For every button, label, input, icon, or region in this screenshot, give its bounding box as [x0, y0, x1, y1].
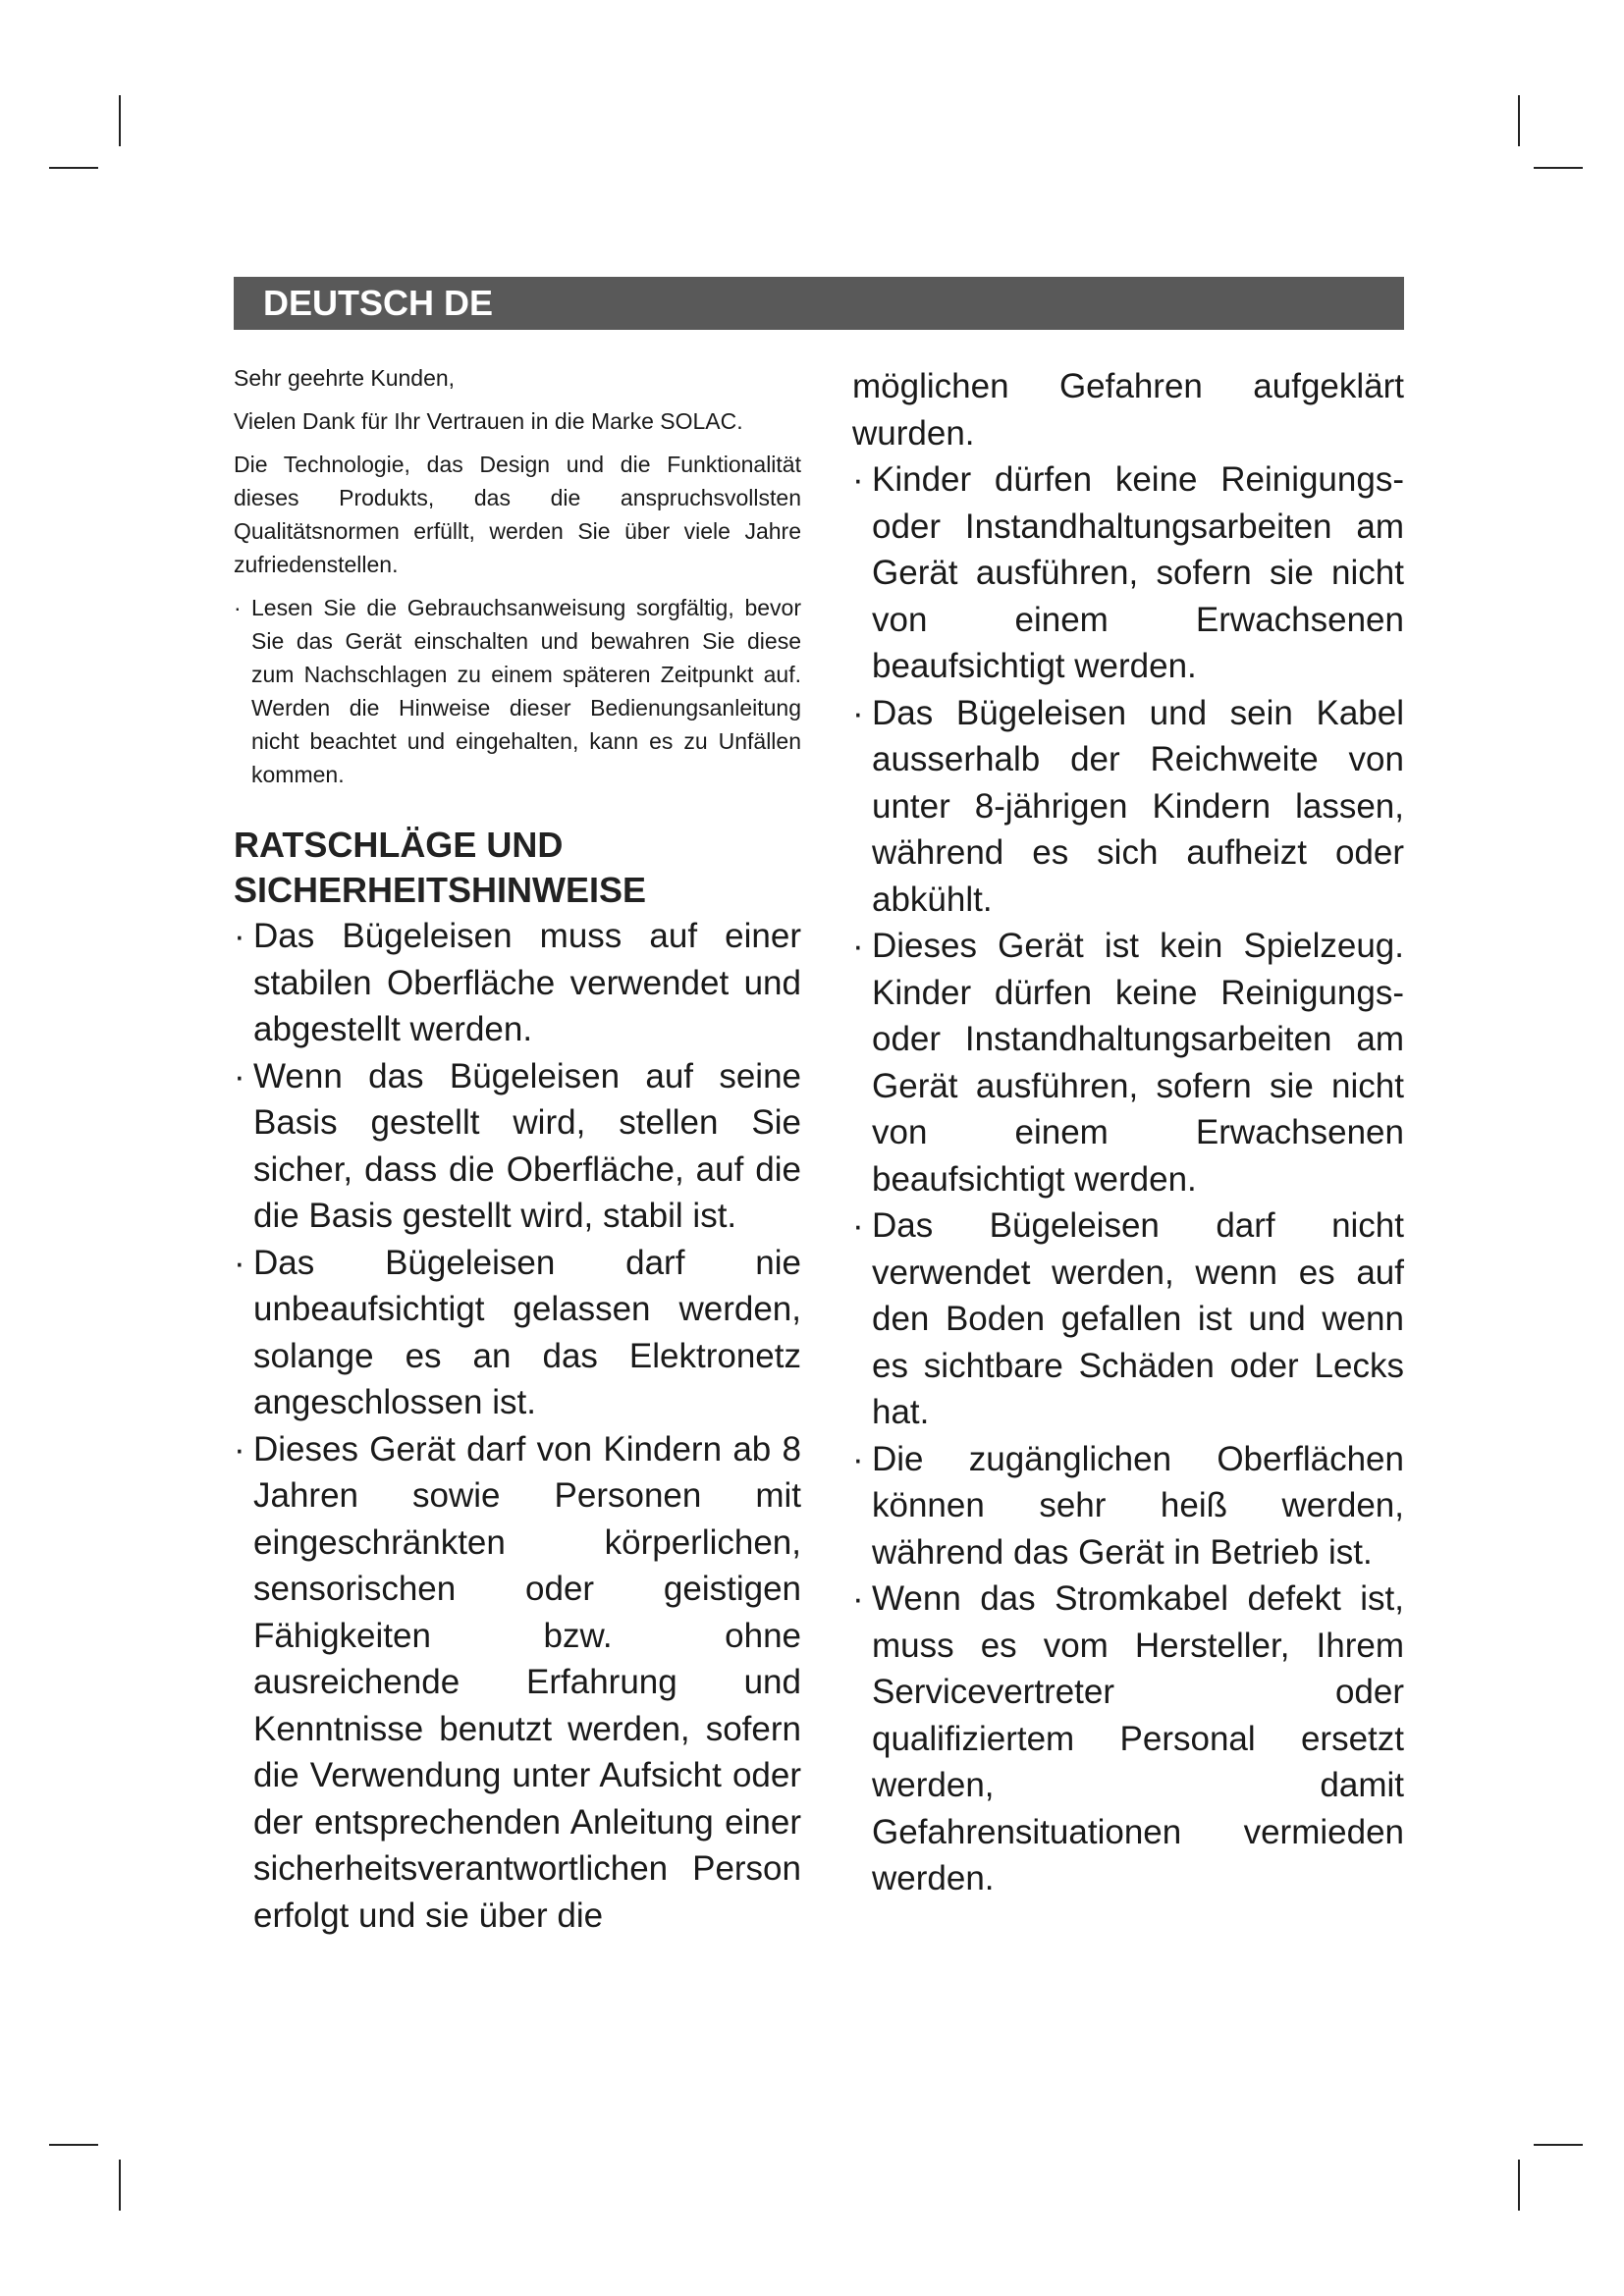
language-header	[234, 277, 1404, 330]
crop-mark-bottom-left-vertical	[119, 2160, 121, 2211]
safety-item: · Dieses Gerät ist kein Spielzeug. Kinder dürfen keine Reinigungs- oder Instandhaltungsarbeiten am Gerät ausführen, sofern sie nicht von einem Erwachsenen beaufsichtigt werden.	[852, 923, 1404, 1202]
section-title-line-1: RATSCHLÄGE UND	[234, 825, 564, 865]
section-title	[234, 823, 801, 913]
safety-item: · Wenn das Stromkabel defekt ist, muss es vom Hersteller, Ihrem Servicevertreter oder qualifiziertem Personal ersetzt werden, damit Gefahrensituationen vermieden werden.	[852, 1575, 1404, 1902]
greeting: Sehr geehrte Kunden,	[234, 365, 456, 391]
read-instructions-item: · Lesen Sie die Gebrauchsanweisung sorgfältig, bevor Sie das Gerät einschalten und bewahren Sie diese zum Nachschlagen zu einem späteren Zeitpunkt auf. Werden die Hinweise dieser Bedienungsanleitung nicht beachtet und eingehalten, kann es zu Unfällen kommen.	[234, 591, 801, 791]
thanks-paragraph: Vielen Dank für Ihr Vertrauen in die Marke SOLAC.	[234, 408, 743, 434]
crop-mark-top-right-horizontal	[1534, 167, 1583, 169]
crop-mark-top-left-horizontal	[49, 167, 98, 169]
section-title-line-2: SICHERHEITSHINWEISE	[234, 870, 647, 910]
crop-mark-top-right-vertical	[1518, 95, 1520, 146]
left-column	[234, 361, 801, 1939]
language-header-title: DEUTSCH DE	[263, 283, 494, 323]
safety-item: · Kinder dürfen keine Reinigungs- oder Instandhaltungsarbeiten am Gerät ausführen, sofern sie nicht von einem Erwachsenen beaufsichtigt werden.	[852, 456, 1404, 690]
safety-item: · Wenn das Bügeleisen auf seine Basis gestellt wird, stellen Sie sicher, dass die Oberfläche, auf die die Basis gestellt wird, stabil ist.	[234, 1053, 801, 1240]
safety-item: · Das Bügeleisen muss auf einer stabilen Oberfläche verwendet und abgestellt werden.	[234, 913, 801, 1053]
safety-item: · Die zugänglichen Oberflächen können sehr heiß werden, während das Gerät in Betrieb ist.	[852, 1436, 1404, 1576]
safety-item: · Das Bügeleisen darf nie unbeaufsichtigt gelassen werden, solange es an das Elektronetz angeschlossen ist.	[234, 1240, 801, 1426]
crop-mark-bottom-right-horizontal	[1534, 2144, 1583, 2146]
right-column	[852, 363, 1404, 1902]
intro-paragraph: Die Technologie, das Design und die Funktionalität dieses Produkts, das die anspruchsvollsten Qualitätsnormen erfüllt, werden Sie über viele Jahre zufriedenstellen.	[234, 452, 801, 577]
safety-item: · Das Bügeleisen und sein Kabel ausserhalb der Reichweite von unter 8-jährigen Kindern lassen, während es sich aufheizt oder abkühlt.	[852, 690, 1404, 924]
safety-item: · Das Bügeleisen darf nicht verwendet werden, wenn es auf den Boden gefallen ist und wenn es sichtbare Schäden oder Lecks hat.	[852, 1202, 1404, 1436]
crop-mark-bottom-right-vertical	[1518, 2160, 1520, 2211]
crop-mark-bottom-left-horizontal	[49, 2144, 98, 2146]
crop-mark-top-left-vertical	[119, 95, 121, 146]
continuation-text: möglichen Gefahren aufgeklärt wurden.	[852, 367, 1404, 453]
safety-item: · Dieses Gerät darf von Kindern ab 8 Jahren sowie Personen mit eingeschränkten körperlichen, sensorischen oder geistigen Fähigkeiten bzw. ohne ausreichende Erfahrung und Kenntnisse benutzt werden, sofern die Verwendung unter Aufsicht oder der entsprechenden Anleitung einer sicherheitsverantwortlichen Person erfolgt und sie über die	[234, 1426, 801, 1940]
